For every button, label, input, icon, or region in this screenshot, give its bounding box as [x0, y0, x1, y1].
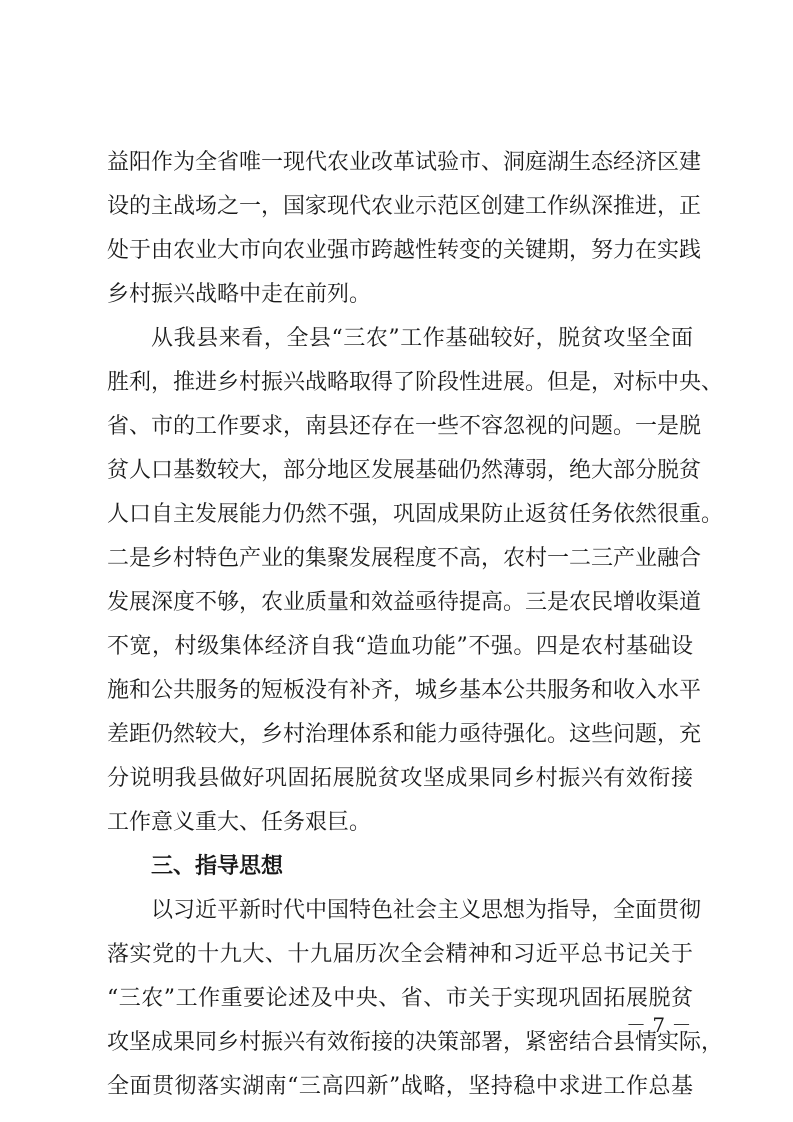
paragraph-2-line-8: 不宽，村级集体经济自我“造血功能”不强。四是农村基础设	[107, 634, 693, 659]
paragraph-1-line-1: 益阳作为全省唯一现代农业改革试验市、洞庭湖生态经济区建	[107, 150, 702, 175]
paragraph-2-line-9: 施和公共服务的短板没有补齐，城乡基本公共服务和收入水平	[107, 678, 702, 703]
page-number: － 7 －	[626, 1013, 692, 1037]
paragraph-3-line-5: 全面贯彻落实湖南“三高四新”战略，坚持稳中求进工作总基	[107, 1074, 693, 1099]
paragraph-2-line-12: 工作意义重大、任务艰巨。	[107, 810, 372, 835]
paragraph-2-line-2: 胜利，推进乡村振兴战略取得了阶段性进展。但是，对标中央、	[107, 370, 724, 395]
paragraph-1-line-3: 处于由农业大市向农业强市跨越性转变的关键期，努力在实践	[107, 238, 702, 263]
paragraph-2-line-5: 人口自主发展能力仍然不强，巩固成果防止返贫任务依然很重。	[107, 502, 724, 527]
paragraph-2-line-6: 二是乡村特色产业的集聚发展程度不高，农村一二三产业融合	[107, 546, 702, 571]
paragraph-2-line-4: 贫人口基数较大，部分地区发展基础仍然薄弱，绝大部分脱贫	[107, 458, 702, 483]
paragraph-2-line-10: 差距仍然较大，乡村治理体系和能力亟待强化。这些问题，充	[107, 722, 702, 747]
paragraph-2-line-3: 省、市的工作要求，南县还存在一些不容忽视的问题。一是脱	[107, 414, 702, 439]
paragraph-3-line-4: 攻坚成果同乡村振兴有效衔接的决策部署，紧密结合县情实际，	[107, 1030, 724, 1055]
paragraph-2-line-11: 分说明我县做好巩固拓展脱贫攻坚成果同乡村振兴有效衔接	[107, 766, 693, 791]
paragraph-3-line-3: “三农”工作重要论述及中央、省、市关于实现巩固拓展脱贫	[107, 986, 693, 1011]
paragraph-1-line-2: 设的主战场之一，国家现代农业示范区创建工作纵深推进，正	[107, 194, 702, 219]
section-heading: 三、指导思想	[151, 854, 284, 879]
paragraph-1-line-4: 乡村振兴战略中走在前列。	[107, 282, 372, 307]
paragraph-2-line-7: 发展深度不够，农业质量和效益亟待提高。三是农民增收渠道	[107, 590, 702, 615]
paragraph-3-line-2: 落实党的十九大、十九届历次全会精神和习近平总书记关于	[107, 942, 693, 967]
paragraph-2-line-1: 从我县来看，全县“三农”工作基础较好，脱贫攻坚全面	[151, 326, 693, 351]
paragraph-3-line-1: 以习近平新时代中国特色社会主义思想为指导，全面贯彻	[151, 898, 702, 923]
